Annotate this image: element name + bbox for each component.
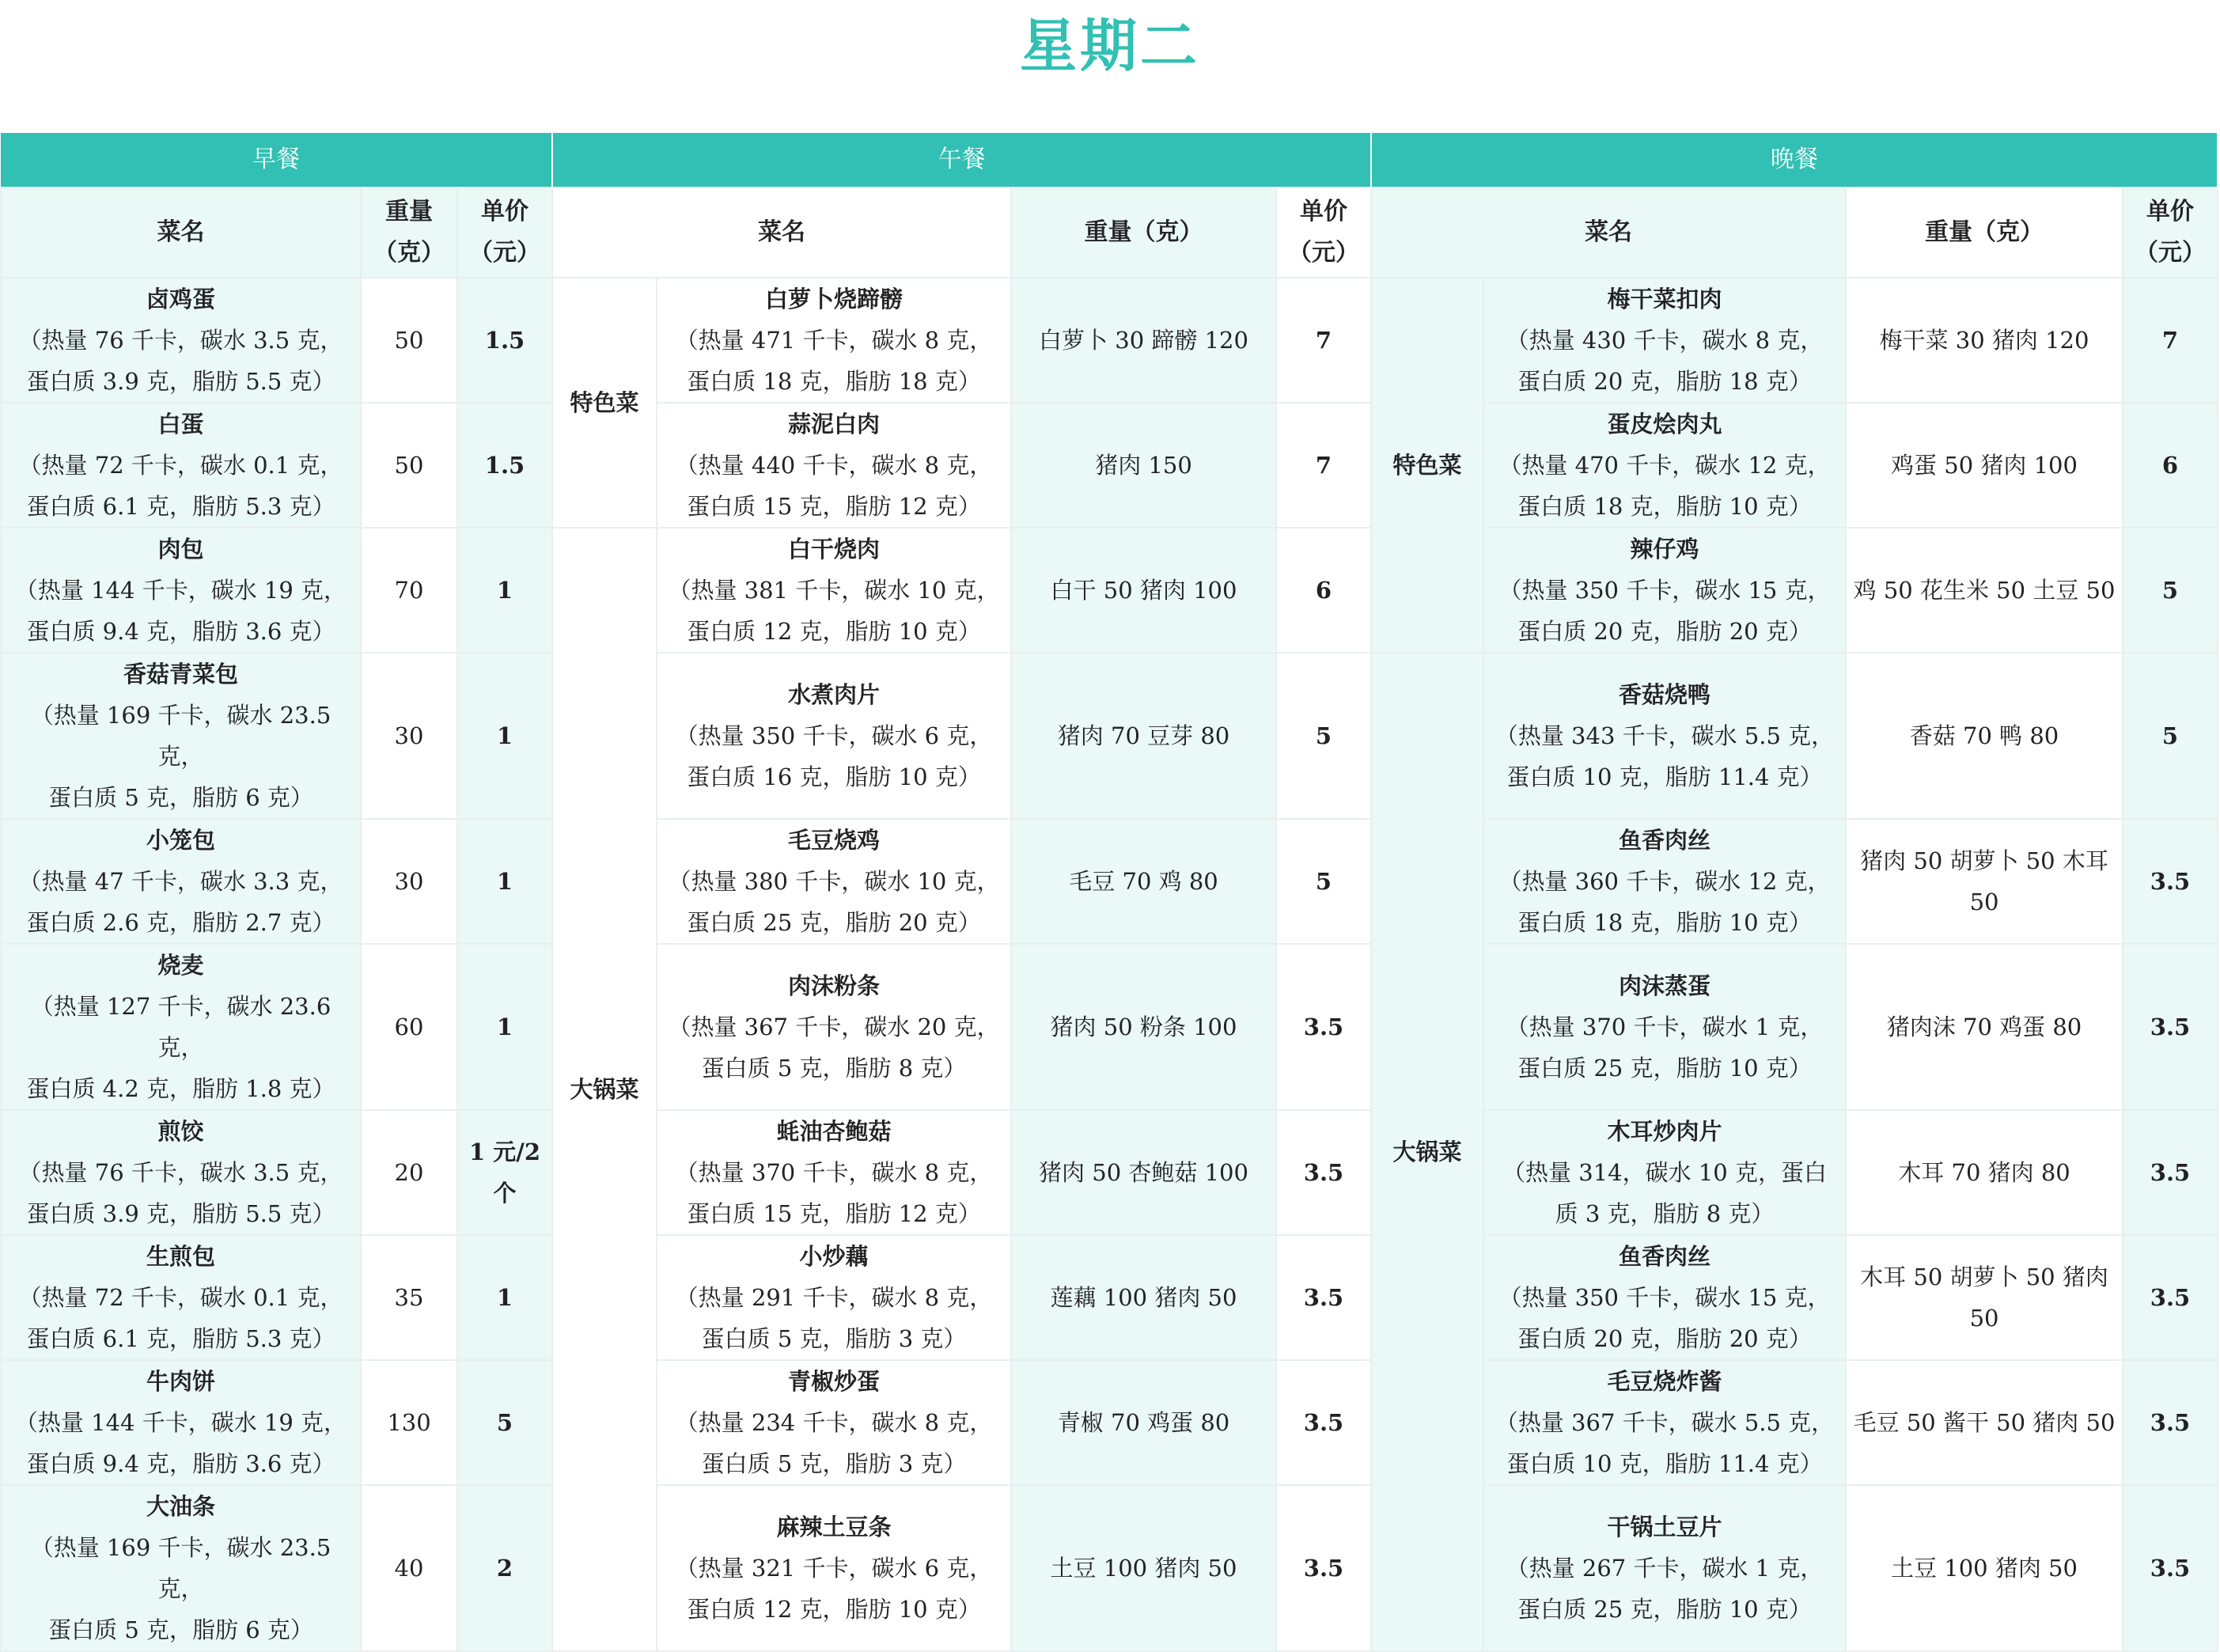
- dish-nutrition-line-2: 蛋白质 20 克，脂肪 20 克）: [1517, 618, 1812, 645]
- breakfast-weight-header: [361, 188, 457, 278]
- dish-name: 毛豆烧鸡: [788, 827, 881, 854]
- dish-nutrition-line-1: （热量 72 千卡，碳水 0.1 克，: [18, 452, 343, 479]
- dinner-weight-cell-line-1: 猪肉 50 胡萝卜 50 木耳: [1860, 847, 2108, 874]
- lunch-weight-cell-line-1: 猪肉 50 杏鲍菇 100: [1039, 1159, 1248, 1186]
- dish-nutrition-line-1: （热量 321 千卡，碳水 6 克，: [675, 1555, 993, 1582]
- lunch-price-cell: 7: [1276, 403, 1371, 528]
- dish-nutrition-line-2: 蛋白质 18 克，脂肪 10 克）: [1517, 909, 1812, 936]
- dish-name: 香菇烧鸭: [1619, 681, 1711, 708]
- dish-nutrition-line-1: （热量 169 千卡，碳水 23.5 克，: [30, 1534, 331, 1602]
- dish-nutrition-line-2: 蛋白质 5 克，脂肪 6 克）: [48, 1616, 313, 1643]
- price-header-line-2: （元）: [2135, 239, 2207, 267]
- lunch-price-cell: 3.5: [1276, 1235, 1371, 1360]
- breakfast-weight-cell: 35: [361, 1235, 457, 1360]
- dish-name: 青椒炒蛋: [788, 1368, 881, 1395]
- dinner-price-cell: 3.5: [2123, 1360, 2218, 1485]
- breakfast-price-cell: [457, 1235, 552, 1360]
- dish-nutrition-line-1: （热量 380 千卡，碳水 10 克，: [668, 868, 1000, 895]
- dish-nutrition-line-2: 蛋白质 20 克，脂肪 18 克）: [1517, 368, 1812, 395]
- dinner-weight-cell-line-1: 木耳 50 胡萝卜 50 猪肉: [1860, 1264, 2108, 1290]
- dish-name: 小笼包: [146, 827, 215, 854]
- breakfast-dish-cell: [1, 1485, 361, 1651]
- dish-nutrition-line-2: 蛋白质 5 克，脂肪 3 克）: [701, 1325, 967, 1352]
- lunch-category-pot: 大锅菜: [552, 528, 657, 1651]
- lunch-weight-cell-line-1: 白萝卜 30 蹄髈 120: [1039, 327, 1248, 354]
- dinner-price-cell: 3.5: [2123, 944, 2218, 1110]
- breakfast-weight-cell: 30: [361, 819, 457, 944]
- table-row: [1, 944, 2218, 1110]
- price-header-line-1: 单价: [1300, 198, 1348, 225]
- table-row: [1, 819, 2218, 944]
- dish-name: 烧麦: [157, 952, 204, 979]
- breakfast-weight-cell: 50: [361, 278, 457, 403]
- lunch-weight-cell-line-1: 莲藕 100 猪肉 50: [1050, 1284, 1237, 1311]
- dinner-price-cell: 3.5: [2123, 819, 2218, 944]
- dish-nutrition-line-1: （热量 440 千卡，碳水 8 克，: [675, 452, 993, 479]
- lunch-weight-cell-line-1: 毛豆 70 鸡 80: [1069, 868, 1218, 895]
- breakfast-price-cell: [457, 819, 552, 944]
- dish-nutrition-line-2: 蛋白质 25 克，脂肪 10 克）: [1517, 1055, 1812, 1082]
- breakfast-dish-cell: [1, 1110, 361, 1235]
- price-header-line-2: （元）: [469, 239, 540, 267]
- breakfast-dish-cell: [1, 1360, 361, 1485]
- dish-nutrition-line-2: 蛋白质 25 克，脂肪 20 克）: [687, 909, 981, 936]
- lunch-dish-header: 菜名: [552, 188, 1011, 278]
- dish-name: 毛豆烧炸酱: [1607, 1368, 1722, 1395]
- lunch-dish-cell: [657, 653, 1011, 819]
- breakfast-price-cell-line-1: 1.5: [484, 327, 525, 354]
- dish-nutrition-line-1: （热量 470 千卡，碳水 12 克，: [1498, 452, 1831, 479]
- lunch-dish-cell: [657, 944, 1011, 1110]
- dish-nutrition-line-2: 蛋白质 5 克，脂肪 8 克）: [701, 1055, 967, 1082]
- breakfast-price-cell-line-1: 2: [496, 1555, 513, 1582]
- dish-nutrition-line-2: 蛋白质 3.9 克，脂肪 5.5 克）: [26, 368, 335, 395]
- meal-header-lunch: 午餐: [552, 133, 1371, 188]
- weight-header-line-2: （克）: [373, 239, 445, 267]
- dinner-category-pot: 大锅菜: [1371, 653, 1483, 1651]
- breakfast-weight-cell: 40: [361, 1485, 457, 1651]
- dish-nutrition-line-2: 蛋白质 3.9 克，脂肪 5.5 克）: [26, 1200, 335, 1227]
- lunch-price-cell: 3.5: [1276, 1485, 1371, 1651]
- lunch-weight-cell: [1011, 278, 1276, 403]
- dish-nutrition-line-1: （热量 350 千卡，碳水 6 克，: [675, 722, 993, 749]
- dish-name: 鱼香肉丝: [1619, 827, 1711, 854]
- dish-name: 卤鸡蛋: [146, 286, 215, 313]
- table-row: [1, 403, 2218, 528]
- dish-name: 生煎包: [146, 1243, 215, 1270]
- dish-nutrition-line-2: 蛋白质 6.1 克，脂肪 5.3 克）: [26, 1325, 335, 1352]
- dish-nutrition-line-2: 蛋白质 10 克，脂肪 11.4 克）: [1506, 763, 1823, 790]
- lunch-weight-cell: [1011, 1235, 1276, 1360]
- breakfast-dish-cell: [1, 653, 361, 819]
- dish-name: 白干烧肉: [788, 536, 881, 563]
- dinner-price-cell: 5: [2123, 653, 2218, 819]
- dish-nutrition-line-1: （热量 343 千卡，碳水 5.5 克，: [1495, 722, 1835, 749]
- dish-nutrition-line-1: （热量 169 千卡，碳水 23.5 克，: [30, 702, 331, 770]
- dinner-weight-cell-line-1: 梅干菜 30 猪肉 120: [1879, 327, 2089, 354]
- dinner-category-special: 特色菜: [1371, 278, 1483, 653]
- lunch-price-cell: 6: [1276, 528, 1371, 653]
- dish-nutrition-line-2: 蛋白质 6.1 克，脂肪 5.3 克）: [26, 493, 335, 520]
- lunch-dish-cell: [657, 403, 1011, 528]
- dish-nutrition-line-1: （热量 430 千卡，碳水 8 克，: [1506, 327, 1824, 354]
- dish-name: 煎饺: [157, 1118, 204, 1145]
- dish-name: 蛋皮烩肉丸: [1607, 411, 1722, 438]
- dinner-price-header: [2123, 188, 2218, 278]
- breakfast-dish-cell: [1, 403, 361, 528]
- dish-nutrition-line-2: 蛋白质 4.2 克，脂肪 1.8 克）: [26, 1075, 335, 1102]
- dish-nutrition-line-2: 蛋白质 25 克，脂肪 10 克）: [1517, 1596, 1812, 1623]
- dinner-weight-cell-line-1: 毛豆 50 酱干 50 猪肉 50: [1853, 1409, 2116, 1436]
- meal-header-dinner: 晚餐: [1371, 133, 2218, 188]
- dish-nutrition-line-1: （热量 381 千卡，碳水 10 克，: [668, 577, 1000, 604]
- dish-nutrition-line-1: （热量 76 千卡，碳水 3.5 克，: [18, 1159, 343, 1186]
- dinner-weight-cell-line-1: 猪肉沫 70 鸡蛋 80: [1886, 1014, 2082, 1040]
- lunch-weight-cell: [1011, 944, 1276, 1110]
- lunch-weight-cell-line-1: 猪肉 150: [1095, 452, 1192, 479]
- dinner-weight-cell-line-2: 50: [1969, 1305, 1999, 1332]
- dish-nutrition-line-2: 蛋白质 5 克，脂肪 3 克）: [701, 1450, 967, 1477]
- dish-nutrition-line-1: （热量 471 千卡，碳水 8 克，: [675, 327, 993, 354]
- dish-nutrition-line-1: （热量 234 千卡，碳水 8 克，: [675, 1409, 993, 1436]
- dinner-dish-cell: [1483, 528, 1846, 653]
- dinner-weight-header: 重量（克）: [1846, 188, 2123, 278]
- dinner-dish-cell: [1483, 1360, 1846, 1485]
- lunch-price-cell: 7: [1276, 278, 1371, 403]
- breakfast-price-cell-line-1: 1: [496, 1284, 513, 1311]
- dish-nutrition-line-2: 蛋白质 18 克，脂肪 18 克）: [687, 368, 981, 395]
- dinner-price-cell: 5: [2123, 528, 2218, 653]
- dish-nutrition-line-2: 蛋白质 12 克，脂肪 10 克）: [687, 618, 981, 645]
- breakfast-weight-cell: 60: [361, 944, 457, 1110]
- breakfast-price-cell-line-1: 1: [496, 577, 513, 604]
- breakfast-price-cell: [457, 653, 552, 819]
- dish-name: 肉沫蒸蛋: [1619, 972, 1711, 999]
- table-row: [1, 1485, 2218, 1651]
- breakfast-price-cell-line-1: 1.5: [484, 452, 525, 479]
- breakfast-weight-cell: 30: [361, 653, 457, 819]
- breakfast-price-cell: [457, 1485, 552, 1651]
- breakfast-price-cell-line-1: 1: [496, 868, 513, 895]
- breakfast-price-cell: [457, 944, 552, 1110]
- dish-name: 大油条: [146, 1493, 215, 1520]
- lunch-category-special: 特色菜: [552, 278, 657, 528]
- lunch-weight-cell: [1011, 403, 1276, 528]
- lunch-dish-cell: [657, 1485, 1011, 1651]
- dish-nutrition-line-2: 蛋白质 15 克，脂肪 12 克）: [687, 1200, 981, 1227]
- lunch-weight-cell-line-1: 白干 50 猪肉 100: [1050, 577, 1237, 604]
- dinner-weight-cell-line-1: 鸡蛋 50 猪肉 100: [1891, 452, 2078, 479]
- breakfast-price-cell: [457, 1110, 552, 1235]
- breakfast-dish-cell: [1, 528, 361, 653]
- breakfast-price-cell: [457, 278, 552, 403]
- dish-nutrition-line-1: （热量 144 千卡，碳水 19 克，: [14, 1409, 347, 1436]
- dish-nutrition-line-2: 质 3 克，脂肪 8 克）: [1555, 1200, 1775, 1227]
- dish-nutrition-line-1: （热量 127 千卡，碳水 23.6 克，: [30, 993, 331, 1061]
- breakfast-price-header: [457, 188, 552, 278]
- dish-name: 水煮肉片: [788, 681, 881, 708]
- dish-name: 白萝卜烧蹄髈: [765, 286, 904, 313]
- dinner-dish-cell: [1483, 1110, 1846, 1235]
- table-row: [1, 1360, 2218, 1485]
- lunch-price-cell: 5: [1276, 653, 1371, 819]
- breakfast-dish-cell: [1, 819, 361, 944]
- dish-nutrition-line-1: （热量 314，碳水 10 克，蛋白: [1502, 1159, 1827, 1186]
- dish-nutrition-line-2: 蛋白质 15 克，脂肪 12 克）: [687, 493, 981, 520]
- dish-nutrition-line-1: （热量 267 千卡，碳水 1 克，: [1506, 1555, 1824, 1582]
- dinner-weight-cell: [1846, 944, 2123, 1110]
- breakfast-price-cell-line-1: 1: [496, 722, 513, 749]
- dish-nutrition-line-2: 蛋白质 9.4 克，脂肪 3.6 克）: [26, 618, 335, 645]
- dish-nutrition-line-1: （热量 367 千卡，碳水 20 克，: [668, 1014, 1000, 1040]
- dish-nutrition-line-1: （热量 76 千卡，碳水 3.5 克，: [18, 327, 343, 354]
- dinner-weight-cell: [1846, 653, 2123, 819]
- dish-name: 蒜泥白肉: [788, 411, 881, 438]
- dinner-weight-cell: [1846, 403, 2123, 528]
- breakfast-dish-cell: [1, 944, 361, 1110]
- dish-nutrition-line-2: 蛋白质 5 克，脂肪 6 克）: [48, 784, 313, 811]
- dinner-dish-cell: [1483, 403, 1846, 528]
- page-title: 星期二: [1019, 13, 1200, 79]
- dinner-weight-cell-line-1: 土豆 100 猪肉 50: [1891, 1555, 2078, 1582]
- dish-name: 牛肉饼: [146, 1368, 215, 1395]
- weekly-menu-table: [0, 133, 2218, 1652]
- lunch-dish-cell: [657, 1360, 1011, 1485]
- price-header-line-1: 单价: [2146, 198, 2195, 225]
- lunch-price-cell: 5: [1276, 819, 1371, 944]
- dinner-weight-cell: [1846, 528, 2123, 653]
- lunch-price-cell: 3.5: [1276, 1110, 1371, 1235]
- lunch-weight-cell-line-1: 青椒 70 鸡蛋 80: [1057, 1409, 1230, 1436]
- dish-nutrition-line-1: （热量 291 千卡，碳水 8 克，: [675, 1284, 993, 1311]
- column-header-row: [1, 188, 2218, 278]
- lunch-price-cell: 3.5: [1276, 944, 1371, 1110]
- dinner-weight-cell-line-1: 鸡 50 花生米 50 土豆 50: [1853, 577, 2116, 604]
- breakfast-price-cell-line-1: 1: [496, 1014, 513, 1040]
- dish-name: 肉包: [157, 536, 204, 563]
- lunch-dish-cell: [657, 819, 1011, 944]
- breakfast-weight-cell: 20: [361, 1110, 457, 1235]
- dish-nutrition-line-1: （热量 350 千卡，碳水 15 克，: [1498, 577, 1831, 604]
- dinner-price-cell: 6: [2123, 403, 2218, 528]
- breakfast-weight-cell: 50: [361, 403, 457, 528]
- lunch-weight-cell-line-1: 土豆 100 猪肉 50: [1050, 1555, 1237, 1582]
- table-row: [1, 653, 2218, 819]
- lunch-weight-cell: [1011, 819, 1276, 944]
- breakfast-price-cell: [457, 1360, 552, 1485]
- lunch-dish-cell: [657, 1235, 1011, 1360]
- dish-nutrition-line-1: （热量 47 千卡，碳水 3.3 克，: [18, 868, 343, 895]
- dish-nutrition-line-1: （热量 367 千卡，碳水 5.5 克，: [1495, 1409, 1835, 1436]
- dinner-price-cell: 3.5: [2123, 1235, 2218, 1360]
- lunch-weight-cell-line-1: 猪肉 50 粉条 100: [1050, 1014, 1237, 1040]
- lunch-weight-cell: [1011, 528, 1276, 653]
- breakfast-price-cell-line-2: 个: [493, 1180, 517, 1207]
- dish-name: 麻辣土豆条: [776, 1514, 892, 1540]
- dinner-dish-cell: [1483, 653, 1846, 819]
- dinner-weight-cell: [1846, 1360, 2123, 1485]
- lunch-weight-cell: [1011, 653, 1276, 819]
- dinner-dish-cell: [1483, 819, 1846, 944]
- dinner-weight-cell: [1846, 278, 2123, 403]
- dish-nutrition-line-1: （热量 72 千卡，碳水 0.1 克，: [18, 1284, 343, 1311]
- breakfast-price-cell: [457, 528, 552, 653]
- dish-name: 肉沫粉条: [788, 972, 881, 999]
- dish-nutrition-line-1: （热量 370 千卡，碳水 8 克，: [675, 1159, 993, 1186]
- lunch-weight-header: 重量（克）: [1011, 188, 1276, 278]
- breakfast-dish-header: 菜名: [1, 188, 361, 278]
- dish-name: 小炒藕: [799, 1243, 869, 1270]
- breakfast-weight-cell: 70: [361, 528, 457, 653]
- lunch-weight-cell-line-1: 猪肉 70 豆芽 80: [1057, 722, 1230, 749]
- lunch-weight-cell: [1011, 1360, 1276, 1485]
- lunch-dish-cell: [657, 278, 1011, 403]
- dinner-weight-cell: [1846, 1485, 2123, 1651]
- dinner-price-cell: 7: [2123, 278, 2218, 403]
- dish-name: 木耳炒肉片: [1607, 1118, 1722, 1145]
- breakfast-price-cell-line-1: 5: [496, 1409, 513, 1436]
- dish-nutrition-line-1: （热量 144 千卡，碳水 19 克，: [14, 577, 347, 604]
- dinner-weight-cell: [1846, 819, 2123, 944]
- dinner-weight-cell-line-1: 香菇 70 鸭 80: [1909, 722, 2059, 749]
- price-header-line-2: （元）: [1288, 239, 1360, 267]
- dish-nutrition-line-1: （热量 360 千卡，碳水 12 克，: [1498, 868, 1831, 895]
- weight-header-line-1: 重量: [385, 198, 433, 225]
- lunch-price-cell: 3.5: [1276, 1360, 1371, 1485]
- dinner-weight-cell-line-2: 50: [1969, 889, 1999, 915]
- lunch-price-header: [1276, 188, 1371, 278]
- dinner-weight-cell-line-1: 木耳 70 猪肉 80: [1898, 1159, 2070, 1186]
- dish-nutrition-line-2: 蛋白质 18 克，脂肪 10 克）: [1517, 493, 1812, 520]
- dish-nutrition-line-1: （热量 370 千卡，碳水 1 克，: [1506, 1014, 1824, 1040]
- dish-nutrition-line-2: 蛋白质 9.4 克，脂肪 3.6 克）: [26, 1450, 335, 1477]
- lunch-dish-cell: [657, 528, 1011, 653]
- breakfast-dish-cell: [1, 278, 361, 403]
- dish-name: 辣仔鸡: [1630, 536, 1699, 563]
- lunch-weight-cell: [1011, 1110, 1276, 1235]
- dinner-price-cell: 3.5: [2123, 1110, 2218, 1235]
- table-row: [1, 1235, 2218, 1360]
- dish-nutrition-line-2: 蛋白质 2.6 克，脂肪 2.7 克）: [26, 909, 335, 936]
- table-row: [1, 278, 2218, 403]
- breakfast-weight-cell: 130: [361, 1360, 457, 1485]
- dinner-dish-cell: [1483, 1235, 1846, 1360]
- lunch-dish-cell: [657, 1110, 1011, 1235]
- dinner-weight-cell: [1846, 1110, 2123, 1235]
- dish-nutrition-line-1: （热量 350 千卡，碳水 15 克，: [1498, 1284, 1831, 1311]
- meal-header-breakfast: 早餐: [1, 133, 552, 188]
- dish-name: 鱼香肉丝: [1619, 1243, 1711, 1270]
- dish-nutrition-line-2: 蛋白质 10 克，脂肪 11.4 克）: [1506, 1450, 1823, 1477]
- breakfast-price-cell: [457, 403, 552, 528]
- breakfast-price-cell-line-1: 1 元/2: [468, 1139, 541, 1165]
- dish-name: 白蛋: [157, 411, 204, 438]
- dish-name: 干锅土豆片: [1607, 1514, 1722, 1540]
- dinner-dish-cell: [1483, 1485, 1846, 1651]
- dinner-price-cell: 3.5: [2123, 1485, 2218, 1651]
- dish-nutrition-line-2: 蛋白质 16 克，脂肪 10 克）: [687, 763, 981, 790]
- dish-nutrition-line-2: 蛋白质 20 克，脂肪 20 克）: [1517, 1325, 1812, 1352]
- dinner-dish-cell: [1483, 944, 1846, 1110]
- dish-name: 香菇青菜包: [123, 661, 238, 688]
- price-header-line-1: 单价: [481, 198, 528, 225]
- dish-name: 蚝油杏鲍菇: [776, 1118, 892, 1145]
- table-row: [1, 528, 2218, 653]
- dish-name: 梅干菜扣肉: [1607, 286, 1722, 313]
- lunch-weight-cell: [1011, 1485, 1276, 1651]
- meal-header-row: [1, 133, 2218, 188]
- breakfast-dish-cell: [1, 1235, 361, 1360]
- dinner-weight-cell: [1846, 1235, 2123, 1360]
- dinner-dish-header: 菜名: [1371, 188, 1846, 278]
- dinner-dish-cell: [1483, 278, 1846, 403]
- dish-nutrition-line-2: 蛋白质 12 克，脂肪 10 克）: [687, 1596, 981, 1623]
- table-row: [1, 1110, 2218, 1235]
